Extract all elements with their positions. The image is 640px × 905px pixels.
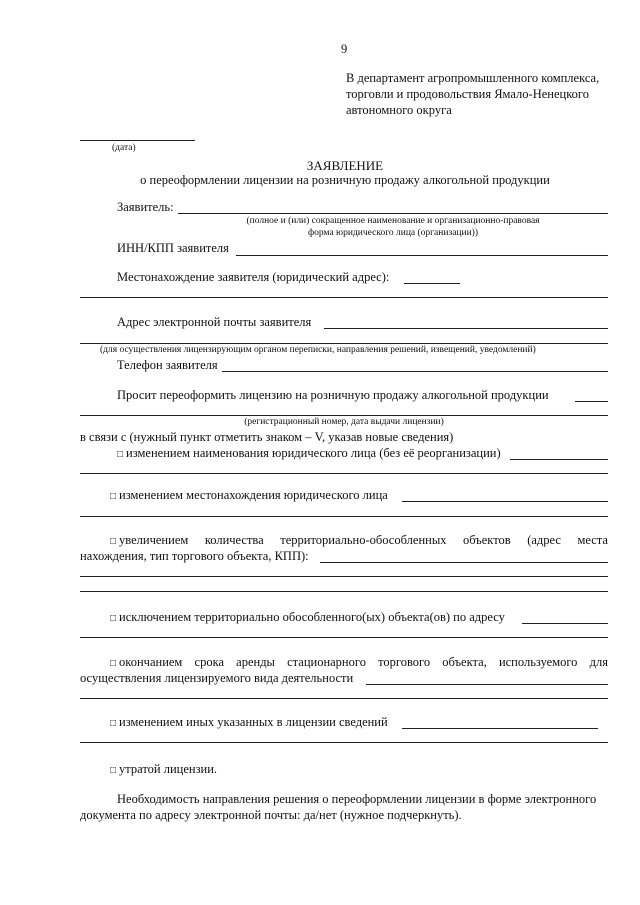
option-rename[interactable] [117, 446, 501, 461]
option-add-objects-word: объектов [463, 533, 511, 547]
option-lease-expiry-word: срока [194, 655, 224, 669]
date-field-line[interactable] [80, 140, 195, 141]
option-other-changes-label: изменением иных указанных в лицензии сведений [119, 715, 388, 729]
option-lease-expiry-word: стационарного [287, 655, 366, 669]
inn-kpp-label: ИНН/КПП заявителя [117, 241, 229, 255]
document-title: ЗАЯВЛЕНИЕ [306, 158, 384, 173]
checkbox-icon[interactable]: □ [110, 658, 117, 669]
document-subtitle: о переоформлении лицензии на розничную продажу алкогольной продукции [140, 173, 550, 187]
option-relocation-label: изменением местонахождения юридического лица [119, 488, 388, 502]
option-lease-expiry-word: торгового [378, 655, 431, 669]
option-lease-expiry-word: аренды [236, 655, 275, 669]
checkbox-icon[interactable]: □ [110, 491, 117, 502]
option-rename-field-line-1[interactable] [510, 459, 608, 460]
addressee-line-2: торговли и продовольствия Ямало-Ненецкого [346, 87, 589, 101]
checkbox-icon[interactable]: □ [117, 449, 124, 460]
applicant-label: Заявитель: [117, 200, 174, 214]
date-caption: (дата) [112, 143, 136, 153]
option-exclude-objects-label: исключением территориально обособленного(ых) объекта(ов) по адресу [119, 610, 505, 624]
option-add-objects[interactable] [110, 533, 608, 548]
option-exclude-objects-field-line-2[interactable] [80, 637, 608, 638]
phone-field-line[interactable] [222, 371, 608, 372]
checkbox-icon[interactable]: □ [110, 718, 117, 729]
option-add-objects-word: места [577, 533, 608, 547]
option-add-objects-word: количества [204, 533, 264, 547]
option-add-objects-word: территориально-обособленных [280, 533, 447, 547]
option-lease-expiry-word: окончанием [119, 655, 183, 669]
phone-label: Телефон заявителя [117, 358, 218, 372]
option-license-lost-label: утратой лицензии. [119, 762, 218, 776]
checkbox-icon[interactable]: □ [110, 536, 117, 547]
applicant-field-line[interactable] [178, 213, 608, 214]
option-other-changes[interactable] [110, 715, 388, 730]
option-rename-field-line-2[interactable] [80, 473, 608, 474]
option-exclude-objects-field-line-1[interactable] [522, 623, 608, 624]
option-other-changes-field-line-1[interactable] [402, 728, 598, 729]
request-field-line-2[interactable] [80, 415, 608, 416]
option-add-objects-word: увеличением [119, 533, 189, 547]
option-lease-expiry-word: используемого [498, 655, 578, 669]
email-label: Адрес электронной почты заявителя [117, 315, 312, 329]
email-field-line[interactable] [324, 328, 608, 329]
page-number: 9 [341, 42, 348, 56]
electronic-delivery-line-2: документа по адресу электронной почты: да/нет (нужное подчеркнуть). [80, 808, 462, 822]
option-lease-expiry-field-line-1[interactable] [366, 684, 608, 685]
checkbox-icon[interactable]: □ [110, 613, 117, 624]
request-label: Просит переоформить лицензию на розничную продажу алкогольной продукции [117, 388, 549, 402]
option-rename-label: изменением наименования юридического лица (без её реорганизации) [126, 446, 501, 460]
option-lease-expiry-field-line-2[interactable] [80, 698, 608, 699]
option-add-objects-field-line-2[interactable] [80, 576, 608, 577]
applicant-hint-1: (полное и (или) сокращенное наименование и организационно-правовая [246, 216, 540, 226]
addressee-line-1: В департамент агропромышленного комплекса, [346, 71, 600, 85]
option-lease-expiry-line-2: осуществления лицензируемого вида деятельности [80, 671, 354, 685]
electronic-delivery-line-1: Необходимость направления решения о переоформлении лицензии в форме электронного [117, 792, 597, 806]
option-relocation-field-line-1[interactable] [402, 501, 608, 502]
address-field-line-1[interactable] [404, 283, 460, 284]
address-field-line-2[interactable] [80, 297, 608, 298]
request-hint: (регистрационный номер, дата выдачи лицензии) [244, 417, 444, 427]
option-add-objects-line-2: нахождения, тип торгового объекта, КПП): [80, 549, 309, 563]
address-label: Местонахождение заявителя (юридический адрес): [117, 270, 390, 284]
inn-kpp-field-line[interactable] [236, 255, 608, 256]
email-hint: (для осуществления лицензирующим органом переписки, направления решений, извещений, уведомлений) [100, 345, 536, 355]
request-field-line-1[interactable] [575, 401, 608, 402]
option-exclude-objects[interactable] [110, 610, 505, 625]
option-relocation-field-line-2[interactable] [80, 516, 608, 517]
option-lease-expiry-word: для [589, 655, 608, 669]
option-lease-expiry[interactable] [110, 655, 608, 670]
option-add-objects-word: (адрес [527, 533, 561, 547]
option-lease-expiry-word: объекта, [442, 655, 487, 669]
option-add-objects-field-line-1[interactable] [320, 562, 608, 563]
email-field-line-2[interactable] [80, 343, 608, 344]
addressee-line-3: автономного округа [346, 103, 452, 117]
checkbox-icon[interactable]: □ [110, 765, 117, 776]
option-add-objects-field-line-3[interactable] [80, 591, 608, 592]
reason-intro: в связи с (нужный пункт отметить знаком – V, указав новые сведения) [80, 430, 454, 444]
option-license-lost[interactable] [110, 762, 217, 777]
option-relocation[interactable] [110, 488, 388, 503]
option-other-changes-field-line-2[interactable] [80, 742, 608, 743]
applicant-hint-2: форма юридического лица (организации)) [307, 228, 478, 238]
